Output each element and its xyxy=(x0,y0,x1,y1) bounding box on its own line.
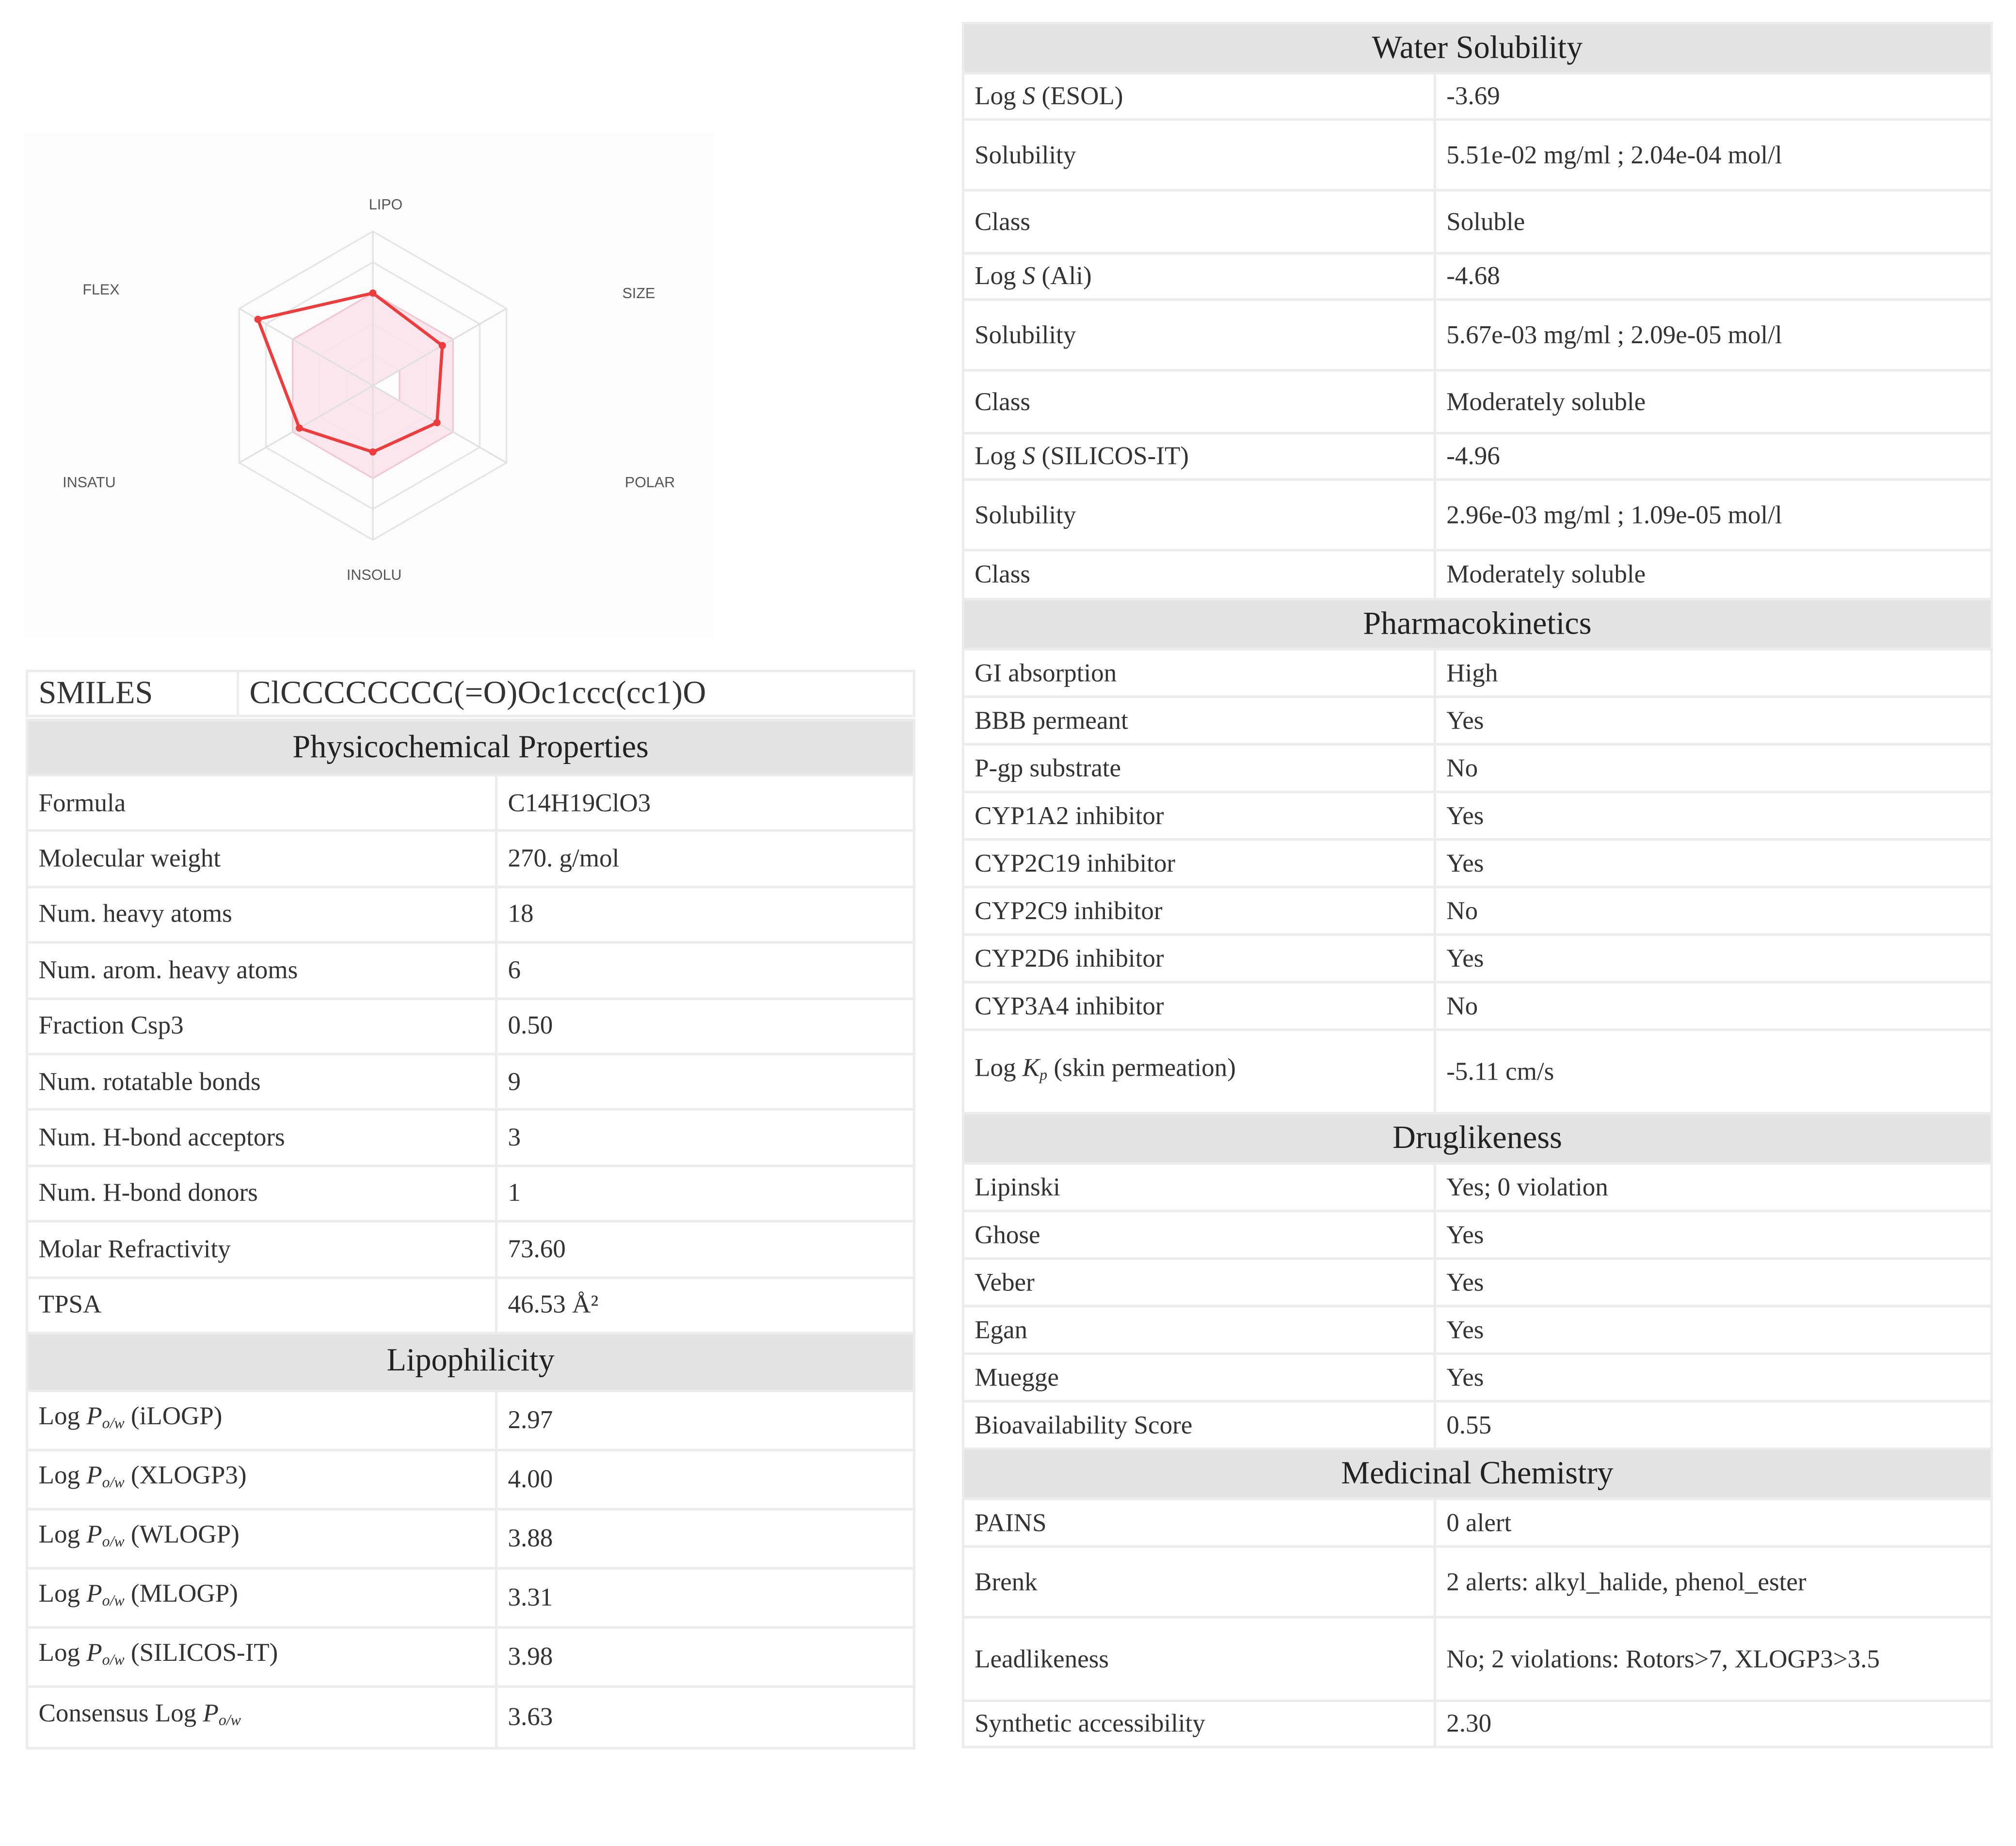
lipophilicity-row xyxy=(27,1627,914,1687)
consensus-prefix: Consensus Log xyxy=(38,1700,203,1729)
p-subscript: o/w xyxy=(218,1711,241,1730)
physchem-row-label: Num. H-bond acceptors xyxy=(27,1110,496,1165)
solubility-row xyxy=(963,479,1991,550)
log-s-value: -4.68 xyxy=(1435,253,1991,299)
lipophilicity-row xyxy=(27,1509,914,1568)
pharmacokinetics-row-value: High xyxy=(1435,649,1991,697)
k-subscript: p xyxy=(1040,1066,1048,1084)
pharmacokinetics-row-label: CYP3A4 inhibitor xyxy=(963,982,1435,1030)
druglikeness-row xyxy=(963,1258,1991,1306)
pharmacokinetics-row-value: No xyxy=(1435,744,1991,792)
solubility-row xyxy=(963,300,1991,370)
lipophilicity-label xyxy=(27,1627,496,1687)
physchem-row-value: 3 xyxy=(496,1110,914,1165)
lipophilicity-section xyxy=(27,1333,914,1749)
druglikeness-row-value: Yes; 0 violation xyxy=(1435,1163,1991,1211)
physchem-row-value: 73.60 xyxy=(496,1222,914,1277)
axis-label-insolu: INSOLU xyxy=(346,566,402,583)
physchem-row-label: Num. H-bond donors xyxy=(27,1165,496,1221)
method-name: (iLOGP) xyxy=(124,1403,223,1432)
p-symbol: P xyxy=(86,1639,102,1668)
medicinal-chemistry-row-value: No; 2 violations: Rotors>7, XLOGP3>3.5 xyxy=(1435,1617,1991,1701)
axis-label-flex: FLEX xyxy=(82,281,120,298)
lipophilicity-label xyxy=(27,1568,496,1627)
log-s-row xyxy=(963,433,1991,479)
solubility-row xyxy=(963,120,1991,191)
lipophilicity-value: 3.88 xyxy=(496,1509,914,1568)
radar-chart-svg xyxy=(23,134,714,638)
radar-axes xyxy=(239,231,506,540)
physchem-row xyxy=(27,1110,914,1165)
medicinal-chemistry-row-value: 2 alerts: alkyl_halide, phenol_ester xyxy=(1435,1546,1991,1617)
s-symbol: S xyxy=(1022,442,1036,471)
p-subscript: o/w xyxy=(102,1533,125,1551)
p-symbol: P xyxy=(86,1580,102,1609)
physchem-row xyxy=(27,831,914,887)
pharmacokinetics-row xyxy=(963,649,1991,697)
pharmacokinetics-row xyxy=(963,982,1991,1030)
kp-suffix: (skin permeation) xyxy=(1047,1054,1236,1082)
druglikeness-row-label: Veber xyxy=(963,1258,1435,1306)
pharmacokinetics-row-label: CYP2C19 inhibitor xyxy=(963,840,1435,887)
p-subscript: o/w xyxy=(102,1474,125,1492)
radar-data-point xyxy=(255,316,262,323)
s-symbol: S xyxy=(1022,262,1036,291)
log-prefix: Log xyxy=(975,442,1023,471)
physchem-row-value: 0.50 xyxy=(496,998,914,1054)
log-s-value: -3.69 xyxy=(1435,73,1991,119)
medicinal-chemistry-row xyxy=(963,1546,1991,1617)
lipophilicity-label xyxy=(27,1391,496,1450)
adme-table xyxy=(962,22,1993,1748)
physchem-row-label: Molecular weight xyxy=(27,831,496,887)
physchem-row xyxy=(27,775,914,831)
log-s-value: -4.96 xyxy=(1435,433,1991,479)
log-s-label xyxy=(963,73,1435,119)
log-s-label xyxy=(963,253,1435,299)
druglikeness-row-value: 0.55 xyxy=(1435,1401,1991,1448)
medicinal-chemistry-row xyxy=(963,1499,1991,1546)
p-subscript: o/w xyxy=(102,1415,125,1433)
physchem-row-label: Num. rotatable bonds xyxy=(27,1054,496,1110)
radar-data-point xyxy=(439,342,446,349)
solubility-class-row xyxy=(963,190,1991,253)
log-s-row xyxy=(963,73,1991,119)
pharmacokinetics-row-label: BBB permeant xyxy=(963,697,1435,744)
consensus-logp-value: 3.63 xyxy=(496,1687,914,1748)
radar-data-point xyxy=(369,448,377,456)
pharmacokinetics-row-value: No xyxy=(1435,887,1991,935)
solubility-label: Solubility xyxy=(963,479,1435,550)
method-name: (WLOGP) xyxy=(124,1521,240,1550)
log-prefix: Log xyxy=(38,1580,87,1609)
p-symbol: P xyxy=(86,1403,102,1432)
druglikeness-row-value: Yes xyxy=(1435,1306,1991,1353)
physchem-row-value: C14H19ClO3 xyxy=(496,775,914,831)
physchem-row-label: Formula xyxy=(27,775,496,831)
solubility-class-label: Class xyxy=(963,550,1435,599)
skin-permeation-row xyxy=(963,1030,1991,1113)
pharmacokinetics-row-value: No xyxy=(1435,982,1991,1030)
solubility-label: Solubility xyxy=(963,120,1435,191)
smiles-label: SMILES xyxy=(27,671,238,716)
section-header-physchem: Physicochemical Properties xyxy=(27,720,914,775)
physchem-row-label: Fraction Csp3 xyxy=(27,998,496,1054)
method-name: (SILICOS-IT) xyxy=(124,1639,278,1668)
solubility-value: 5.67e-03 mg/ml ; 2.09e-05 mol/l xyxy=(1435,300,1991,370)
druglikeness-row-label: Egan xyxy=(963,1306,1435,1353)
k-symbol: K xyxy=(1022,1054,1040,1082)
pharmacokinetics-section xyxy=(963,599,1991,1114)
smiles-row xyxy=(27,671,914,716)
physchem-row xyxy=(27,942,914,998)
log-prefix: Log xyxy=(975,82,1023,111)
lipophilicity-row xyxy=(27,1450,914,1509)
medicinal-chemistry-row xyxy=(963,1701,1991,1747)
axis-label-lipo: LIPO xyxy=(368,196,403,213)
solubility-label: Solubility xyxy=(963,300,1435,370)
p-symbol: P xyxy=(86,1462,102,1491)
skin-permeation-label xyxy=(963,1030,1435,1113)
druglikeness-row xyxy=(963,1306,1991,1353)
method-name: (MLOGP) xyxy=(124,1580,238,1609)
medicinal-chemistry-row-label: Brenk xyxy=(963,1546,1435,1617)
radar-data-point xyxy=(296,425,303,432)
method-name: (XLOGP3) xyxy=(124,1462,247,1491)
s-symbol: S xyxy=(1022,82,1036,111)
section-header-pharmacokinetics: Pharmacokinetics xyxy=(963,599,1991,649)
radar-data-point xyxy=(433,419,441,426)
physchem-row-label: Num. arom. heavy atoms xyxy=(27,942,496,998)
druglikeness-row xyxy=(963,1163,1991,1211)
pharmacokinetics-row-label: GI absorption xyxy=(963,649,1435,697)
consensus-logp-label xyxy=(27,1687,496,1748)
physchem-row-label: Molar Refractivity xyxy=(27,1222,496,1277)
smiles-table xyxy=(26,670,915,717)
druglikeness-row-value: Yes xyxy=(1435,1211,1991,1258)
section-header-water-solubility: Water Solubility xyxy=(963,23,1991,73)
solubility-value: 2.96e-03 mg/ml ; 1.09e-05 mol/l xyxy=(1435,479,1991,550)
medicinal-chemistry-row-label: Leadlikeness xyxy=(963,1617,1435,1701)
druglikeness-row-value: Yes xyxy=(1435,1353,1991,1401)
physchem-row-label: TPSA xyxy=(27,1277,496,1333)
lipophilicity-value: 4.00 xyxy=(496,1450,914,1509)
physchem-row-value: 270. g/mol xyxy=(496,831,914,887)
lipophilicity-value: 3.98 xyxy=(496,1627,914,1687)
physchem-row xyxy=(27,1222,914,1277)
method-name: (Ali) xyxy=(1035,262,1092,291)
log-prefix: Log xyxy=(38,1462,87,1491)
pharmacokinetics-row-value: Yes xyxy=(1435,840,1991,887)
solubility-value: 5.51e-02 mg/ml ; 2.04e-04 mol/l xyxy=(1435,120,1991,191)
solubility-class-label: Class xyxy=(963,370,1435,433)
pharmacokinetics-row-label: CYP2D6 inhibitor xyxy=(963,935,1435,982)
solubility-class-row xyxy=(963,550,1991,599)
consensus-logp-row xyxy=(27,1687,914,1748)
physchem-row-value: 6 xyxy=(496,942,914,998)
pharmacokinetics-row-value: Yes xyxy=(1435,935,1991,982)
medicinal-chemistry-row-label: PAINS xyxy=(963,1499,1435,1546)
lipophilicity-value: 3.31 xyxy=(496,1568,914,1627)
physchem-row-value: 9 xyxy=(496,1054,914,1110)
druglikeness-row-label: Lipinski xyxy=(963,1163,1435,1211)
p-subscript: o/w xyxy=(102,1651,125,1670)
pharmacokinetics-row xyxy=(963,792,1991,840)
physchem-row-value: 46.53 Å² xyxy=(496,1277,914,1333)
pharmacokinetics-row xyxy=(963,697,1991,744)
p-symbol: P xyxy=(86,1521,102,1550)
log-prefix: Log xyxy=(975,1054,1023,1082)
pharmacokinetics-row-value: Yes xyxy=(1435,697,1991,744)
physchem-lipophilicity-table xyxy=(26,718,915,1749)
p-symbol: P xyxy=(203,1700,219,1729)
log-prefix: Log xyxy=(38,1521,87,1550)
lipophilicity-label xyxy=(27,1509,496,1568)
solubility-class-value: Moderately soluble xyxy=(1435,550,1991,599)
axis-label-size: SIZE xyxy=(622,285,656,302)
medicinal-chemistry-row-label: Synthetic accessibility xyxy=(963,1701,1435,1747)
method-name: (ESOL) xyxy=(1035,82,1123,111)
section-header-lipophilicity: Lipophilicity xyxy=(27,1333,914,1391)
pharmacokinetics-row-label: CYP1A2 inhibitor xyxy=(963,792,1435,840)
druglikeness-row xyxy=(963,1353,1991,1401)
radar-data-point xyxy=(369,289,377,297)
lipophilicity-value: 2.97 xyxy=(496,1391,914,1450)
solubility-class-label: Class xyxy=(963,190,1435,253)
solubility-class-value: Moderately soluble xyxy=(1435,370,1991,433)
water-solubility-section xyxy=(963,23,1991,599)
druglikeness-section xyxy=(963,1113,1991,1448)
medicinal-chemistry-row xyxy=(963,1617,1991,1701)
method-name: (SILICOS-IT) xyxy=(1035,442,1189,471)
physchem-section xyxy=(27,720,914,1333)
log-prefix: Log xyxy=(975,262,1023,291)
lipophilicity-row xyxy=(27,1568,914,1627)
medicinal-chemistry-row-value: 2.30 xyxy=(1435,1701,1991,1747)
lipophilicity-row xyxy=(27,1391,914,1450)
druglikeness-row xyxy=(963,1211,1991,1258)
smiles-value[interactable]: ClCCCCCCCC(=O)Oc1ccc(cc1)O xyxy=(238,671,914,716)
pharmacokinetics-row xyxy=(963,887,1991,935)
physchem-row xyxy=(27,887,914,942)
pharmacokinetics-row xyxy=(963,840,1991,887)
druglikeness-row-value: Yes xyxy=(1435,1258,1991,1306)
druglikeness-row xyxy=(963,1401,1991,1448)
medicinal-chemistry-section xyxy=(963,1449,1991,1747)
druglikeness-row-label: Bioavailability Score xyxy=(963,1401,1435,1448)
pharmacokinetics-row-value: Yes xyxy=(1435,792,1991,840)
log-s-label xyxy=(963,433,1435,479)
medicinal-chemistry-row-value: 0 alert xyxy=(1435,1499,1991,1546)
pharmacokinetics-row-label: P-gp substrate xyxy=(963,744,1435,792)
skin-permeation-value: -5.11 cm/s xyxy=(1435,1030,1991,1113)
druglikeness-row-label: Ghose xyxy=(963,1211,1435,1258)
druglikeness-row-label: Muegge xyxy=(963,1353,1435,1401)
axis-label-polar: POLAR xyxy=(624,474,675,491)
log-s-row xyxy=(963,253,1991,299)
physchem-row xyxy=(27,1054,914,1110)
physchem-row-value: 18 xyxy=(496,887,914,942)
bioavailability-radar xyxy=(23,134,714,638)
pharmacokinetics-row xyxy=(963,744,1991,792)
pharmacokinetics-row xyxy=(963,935,1991,982)
solubility-class-row xyxy=(963,370,1991,433)
log-prefix: Log xyxy=(38,1639,87,1668)
axis-label-insatu: INSATU xyxy=(63,474,116,491)
physchem-row-label: Num. heavy atoms xyxy=(27,887,496,942)
solubility-class-value: Soluble xyxy=(1435,190,1991,253)
physchem-row xyxy=(27,998,914,1054)
section-header-medicinal-chemistry: Medicinal Chemistry xyxy=(963,1449,1991,1499)
section-header-druglikeness: Druglikeness xyxy=(963,1113,1991,1163)
physchem-row-value: 1 xyxy=(496,1165,914,1221)
lipophilicity-label xyxy=(27,1450,496,1509)
p-subscript: o/w xyxy=(102,1592,125,1610)
physchem-row xyxy=(27,1277,914,1333)
pharmacokinetics-row-label: CYP2C9 inhibitor xyxy=(963,887,1435,935)
physchem-row xyxy=(27,1165,914,1221)
log-prefix: Log xyxy=(38,1403,87,1432)
